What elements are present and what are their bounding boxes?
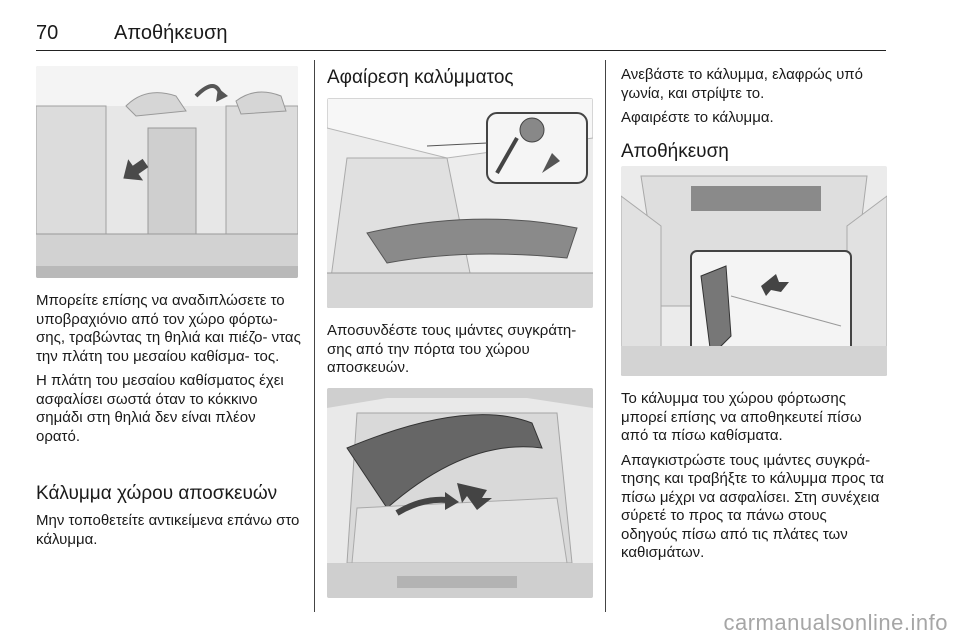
column-1-section <box>36 482 302 555</box>
watermark: carmanualsonline.info <box>723 610 948 635</box>
paragraph: Η πλάτη του μεσαίου καθίσματος έχει ασφαλίσει σωστά όταν το κόκκινο σημάδι στη θηλιά δεν είναι πλέον ορατό. <box>36 372 284 445</box>
column-3-text <box>621 66 887 164</box>
paragraph: Αφαιρέστε το κάλυμμα. <box>621 109 774 126</box>
section-heading: Κάλυμμα χώρου αποσκευών <box>36 483 278 504</box>
figure-remove-cover-straps <box>327 98 593 308</box>
paragraph: Το κάλυμμα του χώρου φόρτωσης μπορεί επίσης να αποθηκευτεί πίσω από τα πίσω καθίσματα. <box>621 390 862 444</box>
paragraph: Αποσυνδέστε τους ιμάντες συγκράτη- σης από την πόρτα του χώρου αποσκευών. <box>327 322 577 376</box>
column-1-text <box>36 292 302 452</box>
figure-armrest <box>36 66 298 278</box>
paragraph: Ανεβάστε το κάλυμμα, ελαφρώς υπό γωνία, και στρίψτε το. <box>621 66 863 102</box>
figure-storage-behind-seats <box>621 166 887 376</box>
column-2-heading <box>327 66 593 90</box>
column-divider <box>605 60 606 612</box>
section-title: Αποθήκευση <box>114 22 228 44</box>
section-heading: Αποθήκευση <box>621 140 729 162</box>
paragraph: Μπορείτε επίσης να αναδιπλώσετε το υποβραχιόνιο από τον χώρο φόρτω- σης, τραβώντας τη θηλιά και πιέζο- ντας την πλάτη του μεσαίου καθίσμα- τος. <box>36 292 301 365</box>
header-rule <box>36 50 886 51</box>
page-number: 70 <box>36 22 59 44</box>
column-2-text <box>327 322 593 384</box>
column-divider <box>314 60 315 612</box>
column-3-storage-text <box>621 390 887 569</box>
figure-lift-cover <box>327 388 593 598</box>
page-header <box>36 0 886 52</box>
section-heading: Αφαίρεση καλύμματος <box>327 67 514 88</box>
paragraph: Μην τοποθετείτε αντικείμενα επάνω στο κάλυμμα. <box>36 512 300 548</box>
paragraph: Απαγκιστρώστε τους ιμάντες συγκρά- τησης και τραβήξτε το κάλυμμα προς τα πίσω μέχρι να ασφαλίσει. Στη συνέχεια σύρετέ το προς τα πάνω στους οδηγούς πίσω από τις πλάτες των καθισμάτων. <box>621 451 885 561</box>
